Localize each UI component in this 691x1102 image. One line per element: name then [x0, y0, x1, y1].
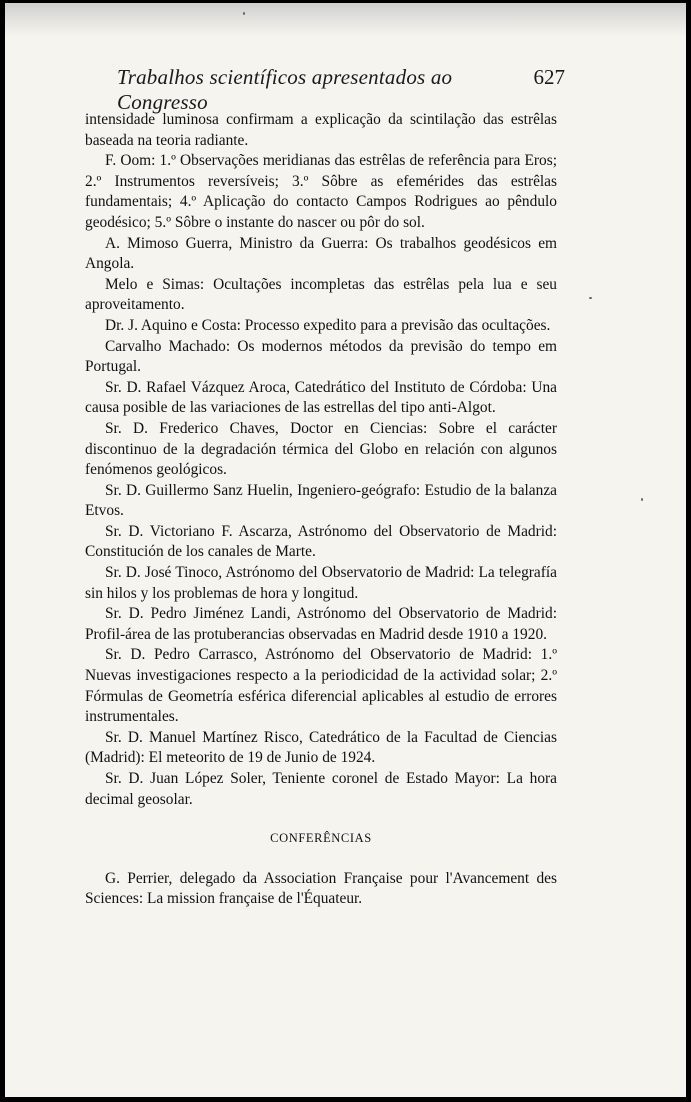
entry-aquino-costa: Dr. J. Aquino e Costa: Processo expedito para a previsão das ocultações. [105, 316, 551, 334]
section-heading-conferencias: CONFERÊNCIAS [270, 831, 372, 846]
entry-carrasco: Sr. D. Pedro Carrasco, Astrónomo del Observatorio de Madrid: 1.º Nuevas investigaciones respecto a la periodicidad de la actividad solar; 2.º Fórmulas de Geometría esférica diferencial aplicables al estudio de errores instrumentales. [85, 646, 557, 726]
entry-tinoco: Sr. D. José Tinoco, Astrónomo del Observatorio de Madrid: La telegrafía sin hilos y los problemas de hora y longitud. [85, 564, 557, 602]
entry-martinez-risco: Sr. D. Manuel Martínez Risco, Catedrático de la Facultad de Ciencias (Madrid): El meteorito de 19 de Junio de 1924. [85, 728, 557, 767]
entry-melo-simas: Melo e Simas: Ocultações incompletas das estrêlas pela lua e seu aproveitamento. [85, 275, 557, 314]
scanned-page [5, 3, 686, 1097]
scan-speck [641, 498, 643, 501]
entry-frederico-chaves: Sr. D. Frederico Chaves, Doctor en Ciencias: Sobre el carácter discontinuo de la degradación térmica del Globo en relación con algunos fenómenos geológicos. [85, 419, 557, 479]
entry-perrier: G. Perrier, delegado da Association Française pour l'Avancement des Sciences: La mission française de l'Équateur. [85, 869, 557, 908]
paragraph-continuation: intensidade luminosa confirmam a explicação da scintilação das estrêlas baseada na teoria radiante. [85, 111, 557, 149]
entry-oom: F. Oom: 1.º Observações meridianas das estrêlas de referência para Eros; 2.º Instrumentos reversíveis; 3.º Sôbre as efemérides das estrêlas fundamentais; 4.º Aplicação do contacto Campos Rodrigues ao pêndulo geodésico; 5.º Sôbre o instante do nascer ou pôr do sol. [85, 152, 557, 231]
entry-carvalho-machado: Carvalho Machado: Os modernos métodos da previsão do tempo em Portugal. [85, 337, 557, 376]
entry-jimenez-landi: Sr. D. Pedro Jiménez Landi, Astrónomo del Observatorio de Madrid: Profil-área de las protuberancias observadas en Madrid desde 1910 a 1920. [85, 605, 557, 643]
running-title: Trabalhos scientíficos apresentados ao Congresso [117, 65, 453, 114]
entry-vazquez-aroca: Sr. D. Rafael Vázquez Aroca, Catedrático del Instituto de Córdoba: Una causa posible de las variaciones de las estrellas del tipo anti-Algot. [85, 378, 557, 417]
page-body [85, 110, 557, 910]
running-header [117, 65, 565, 114]
entry-lopez-soler: Sr. D. Juan López Soler, Teniente coronel de Estado Mayor: La hora decimal geosolar. [85, 770, 557, 808]
scan-speck [243, 12, 245, 15]
page-number: 627 [533, 65, 565, 89]
scan-speck [589, 297, 592, 299]
entry-mimoso-guerra: A. Mimoso Guerra, Ministro da Guerra: Os trabalhos geodésicos em Angola. [85, 234, 557, 273]
entry-sanz-huelin: Sr. D. Guillermo Sanz Huelin, Ingeniero-geógrafo: Estudio de la balanza Etvos. [85, 481, 557, 520]
entry-ascarza: Sr. D. Victoriano F. Ascarza, Astrónomo del Observatorio de Madrid: Constitución de los canales de Marte. [85, 522, 557, 561]
